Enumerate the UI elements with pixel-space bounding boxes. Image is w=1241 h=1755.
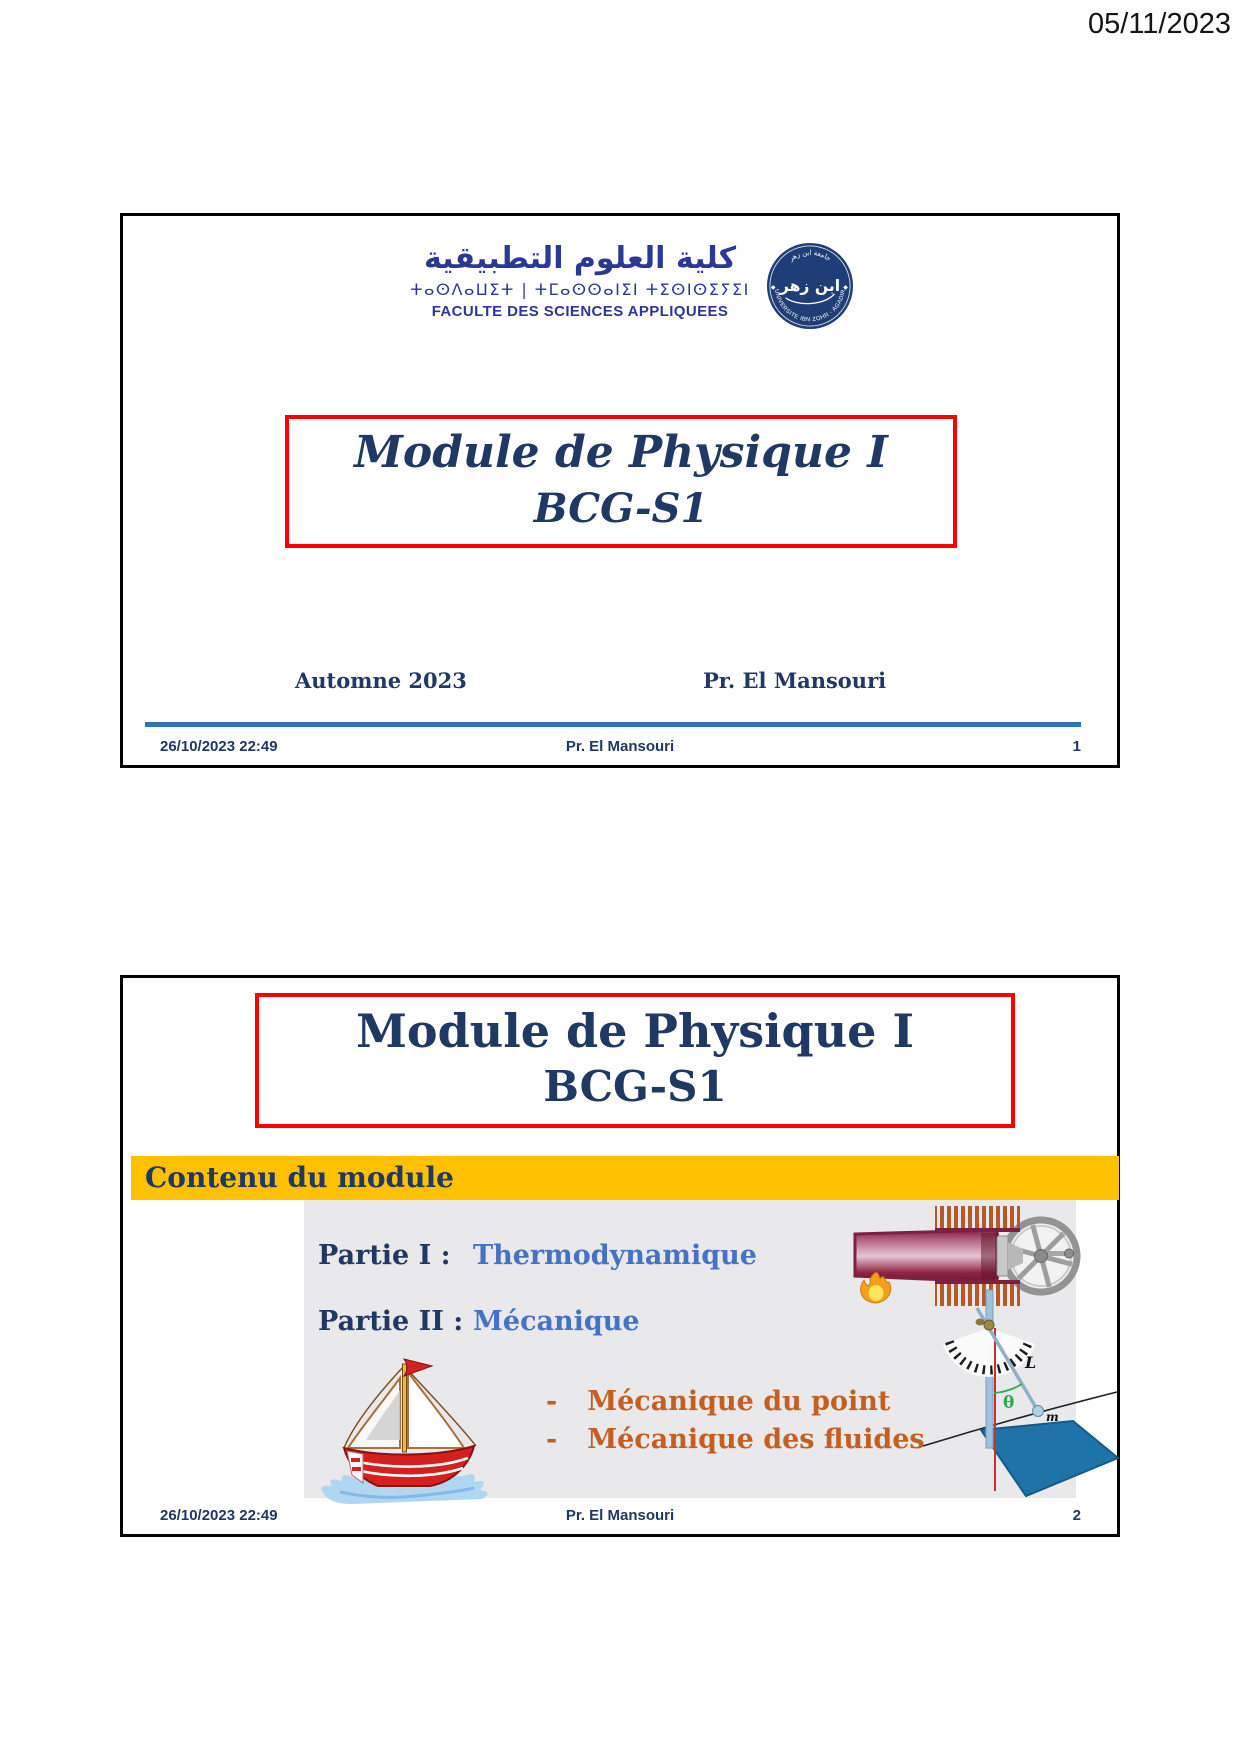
theta-label: θ — [1003, 1393, 1015, 1413]
page-date: 05/11/2023 — [1088, 8, 1231, 40]
protractor — [943, 1328, 1036, 1377]
logo-french-title: FACULTE DES SCIENCES APPLIQUEES — [431, 303, 729, 320]
engine-fins-top — [935, 1206, 1020, 1228]
bullet-dash: - — [546, 1386, 558, 1417]
angle-arc — [994, 1384, 1022, 1393]
seal-center-calligraphy: ابن زهر — [779, 275, 840, 295]
pendulum-bob — [1033, 1406, 1044, 1417]
seal-ring-text: UNIVERSITE IBN ZOHR - AGADIR — [772, 288, 847, 324]
university-seal-icon — [766, 242, 854, 330]
footer-page-number: 1 — [1072, 738, 1081, 755]
logo-arabic-title: كلية العلوم التطبيقية — [423, 241, 737, 276]
module-title-line2: BCG-S1 — [543, 1062, 727, 1111]
logo-tifinagh-title: ⵜⴰⵙⴷⴰⵡⵉⵜ | ⵜⵎⴰⵙⵙⴰⵏⵉⵏ ⵜⵉⵙⵏⵙⵉⵢⵉⵏ — [410, 280, 750, 299]
bullet-mecanique-des-fluides — [546, 1424, 925, 1455]
part2-value: Mécanique — [473, 1306, 640, 1337]
module-title-line2: BCG-S1 — [533, 485, 709, 532]
section-banner — [131, 1156, 1119, 1200]
bullet-text: Mécanique des fluides — [587, 1424, 925, 1455]
faculty-logo-block — [123, 242, 1117, 330]
seal-diamond-left: ◆ — [770, 284, 776, 291]
pendulum-illustration — [921, 1288, 1119, 1503]
length-label: L — [1025, 1353, 1037, 1372]
module-title-line1: Module de Physique I — [356, 1004, 914, 1058]
footer-datetime: 26/10/2023 22:49 — [160, 1507, 278, 1524]
professor-label: Pr. El Mansouri — [703, 668, 887, 693]
pendulum-base — [981, 1421, 1118, 1496]
bullet-dash: - — [546, 1424, 558, 1455]
module-title-box — [285, 415, 957, 548]
pivot-knob — [984, 1320, 994, 1330]
seal-arabic-ring-text: جامعة ابن زهر — [787, 248, 833, 263]
season-label: Automne 2023 — [295, 668, 467, 693]
footer-page-number: 2 — [1072, 1507, 1081, 1524]
slide-1 — [120, 213, 1120, 768]
footer-datetime: 26/10/2023 22:49 — [160, 738, 278, 755]
pivot-screw — [976, 1319, 985, 1326]
footer-author: Pr. El Mansouri — [565, 738, 675, 755]
main-sail — [408, 1372, 464, 1448]
sailboat-illustration — [316, 1356, 498, 1508]
bullet-mecanique-du-point — [546, 1386, 890, 1417]
module-title-box — [255, 993, 1015, 1128]
slide-2 — [120, 975, 1120, 1537]
bullet-text: Mécanique du point — [587, 1386, 891, 1417]
footer-author: Pr. El Mansouri — [565, 1507, 675, 1524]
section-banner-title: Contenu du module — [145, 1161, 454, 1194]
mass-label: m — [1046, 1410, 1059, 1424]
faculty-logo-texts — [410, 242, 750, 320]
module-title-line1: Module de Physique I — [354, 427, 888, 478]
part1-label: Partie I : — [318, 1240, 451, 1271]
part1-value: Thermodynamique — [473, 1240, 757, 1271]
seal-diamond-right: ◆ — [843, 284, 848, 291]
part2-label: Partie II : — [318, 1306, 464, 1337]
flag-icon — [404, 1359, 432, 1376]
footer-divider-line — [145, 722, 1081, 727]
mast — [403, 1364, 407, 1452]
